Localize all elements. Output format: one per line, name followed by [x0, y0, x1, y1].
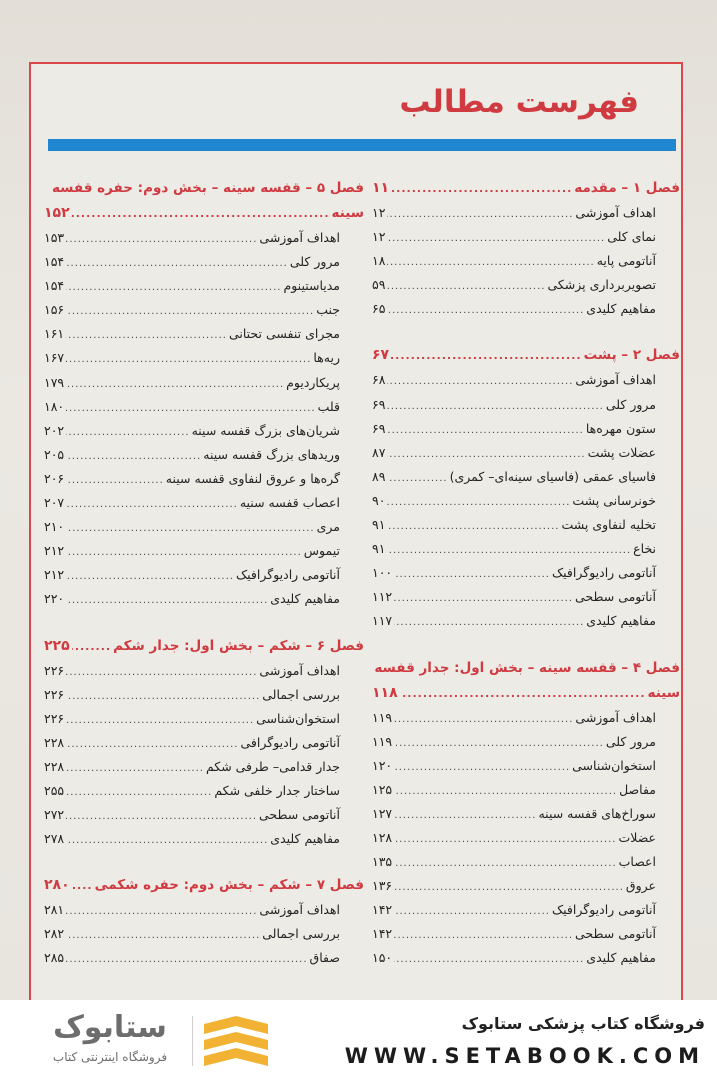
footer-banner — [0, 1000, 717, 1080]
entry-page: ۱۲۷ — [372, 805, 393, 821]
toc-entry[interactable] — [44, 563, 364, 587]
leader-dots — [387, 467, 447, 491]
toc-entry[interactable] — [372, 393, 680, 417]
entry-page: ۱۳۵ — [372, 854, 393, 870]
entry-page: ۲۷۲ — [44, 807, 65, 823]
entry-title: مفاهیم کلیدی — [586, 613, 656, 629]
toc-entry[interactable] — [372, 754, 680, 778]
leader-dots — [394, 876, 624, 900]
entry-title: مفاصل — [619, 781, 656, 797]
toc-entry[interactable] — [44, 515, 364, 539]
leader-dots — [387, 203, 573, 227]
entry-page: ۲۰۲ — [44, 422, 65, 438]
entry-page: ۲۲۸ — [44, 734, 65, 750]
chapter-title-cont: سینه — [331, 205, 364, 221]
leader-dots — [394, 732, 604, 756]
toc-entry[interactable] — [44, 755, 364, 779]
toc-entry[interactable] — [44, 803, 364, 827]
entry-title: آناتومی سطحی — [575, 926, 656, 942]
toc-entry[interactable] — [372, 802, 680, 826]
leader-dots — [387, 299, 584, 323]
entry-page: ۲۲۶ — [44, 662, 65, 678]
entry-page: ۱۲۸ — [372, 829, 393, 845]
entry-page: ۹۱ — [372, 517, 386, 533]
toc-entry[interactable] — [372, 561, 680, 585]
entry-title: مرور کلی — [605, 396, 656, 412]
entry-title: اهداف آموزشی — [575, 709, 656, 725]
toc-entry[interactable] — [44, 707, 364, 731]
leader-dots — [66, 373, 284, 397]
toc-entry[interactable] — [372, 898, 680, 922]
entry-page: ۲۲۰ — [44, 591, 65, 607]
entry-page: ۶۸ — [372, 372, 386, 388]
toc-entry[interactable] — [44, 731, 364, 755]
leader-dots — [66, 781, 212, 805]
entry-title: مفاهیم کلیدی — [270, 831, 340, 847]
entry-page: ۱۱۹ — [372, 709, 393, 725]
leader-dots — [66, 924, 260, 948]
toc-entry[interactable] — [44, 491, 364, 515]
entry-page: ۲۲۶ — [44, 686, 65, 702]
toc-entry[interactable] — [372, 249, 680, 273]
leader-dots — [394, 924, 573, 948]
entry-page: ۱۷۹ — [44, 374, 65, 390]
entry-title: نخاع — [633, 541, 656, 557]
toc-entry[interactable] — [44, 539, 364, 563]
toc-entry[interactable] — [44, 659, 364, 683]
leader-dots — [66, 661, 257, 685]
logo-divider — [192, 1016, 193, 1066]
entry-page: ۱۲۵ — [372, 781, 393, 797]
entry-page: ۶۵ — [372, 301, 386, 317]
toc-entry[interactable] — [44, 898, 364, 922]
toc-entry[interactable] — [372, 609, 680, 633]
chapter-title: فصل ۱ – مقدمه — [574, 180, 680, 196]
entry-page: ۱۵۴ — [44, 254, 65, 270]
chapter-title-line — [372, 681, 680, 706]
entry-page: ۹۱ — [372, 541, 386, 557]
toc-entry[interactable] — [372, 201, 680, 225]
leader-dots — [66, 228, 257, 252]
setabook-logo-icon — [200, 1014, 272, 1070]
toc-entry[interactable] — [372, 297, 680, 321]
entry-title: بررسی اجمالی — [262, 926, 340, 942]
chapter-page: ۱۱۸ — [372, 684, 398, 701]
entry-title: عضلات — [618, 829, 656, 845]
entry-title: خونرسانی پشت — [572, 492, 656, 508]
toc-entry[interactable] — [372, 778, 680, 802]
entry-page: ۱۵۶ — [44, 302, 65, 318]
entry-title: تصویربرداری پزشکی — [547, 277, 656, 293]
toc-entry[interactable] — [44, 419, 364, 443]
leader-dots — [72, 201, 330, 226]
chapter-title-line — [44, 634, 364, 659]
leader-dots — [387, 443, 585, 467]
logo-subtitle: فروشگاه اینترنتی کتاب — [52, 1050, 168, 1064]
chapter-page: ۲۸۰ — [44, 877, 70, 894]
chapter-gap — [44, 851, 364, 873]
entry-title: جدار قدامی– طرفی شکم — [205, 758, 340, 774]
entry-title: مدیاستینوم — [283, 278, 340, 294]
chapter-title: فصل ۷ – شکم – بخش دوم: حفره شکمی — [94, 877, 364, 894]
toc-entry[interactable] — [44, 827, 364, 851]
entry-page: ۱۲۰ — [372, 757, 393, 773]
toc-entry[interactable] — [372, 922, 680, 946]
toc-column-left — [44, 176, 364, 971]
toc-entry[interactable] — [44, 371, 364, 395]
entry-page: ۱۱۷ — [372, 613, 393, 629]
toc-column-right — [372, 176, 680, 971]
entry-title: استخوان‌شناسی — [256, 710, 340, 726]
entry-title: مرور کلی — [289, 254, 340, 270]
chapter-title-line — [44, 873, 364, 898]
leader-dots — [387, 227, 605, 251]
leader-dots — [66, 348, 311, 372]
entry-title: عروق — [625, 878, 656, 894]
leader-dots — [66, 300, 314, 324]
leader-dots — [66, 829, 268, 853]
entry-page: ۲۸۲ — [44, 926, 65, 942]
entry-title: نمای کلی — [607, 229, 656, 245]
chapter-title-line — [372, 343, 680, 368]
leader-dots — [66, 324, 227, 348]
store-name: فروشگاه کتاب پزشکی ستابوک — [461, 1014, 705, 1033]
leader-dots — [66, 733, 238, 757]
entry-title: آناتومی سطحی — [575, 589, 656, 605]
chapter-gap — [44, 612, 364, 634]
toc-entry[interactable] — [44, 226, 364, 250]
entry-page: ۱۵۰ — [372, 950, 393, 966]
leader-dots — [394, 563, 550, 587]
entry-title: ساختار جدار خلفی شکم — [214, 782, 340, 798]
leader-dots — [387, 251, 594, 275]
toc-entry[interactable] — [372, 850, 680, 874]
entry-page: ۱۴۲ — [372, 926, 393, 942]
leader-dots — [66, 541, 302, 565]
leader-dots — [394, 587, 573, 611]
leader-dots — [391, 343, 582, 368]
entry-page: ۲۸۵ — [44, 950, 65, 966]
leader-dots — [66, 709, 254, 733]
leader-dots — [391, 176, 572, 201]
leader-dots — [66, 397, 315, 421]
entry-page: ۲۰۶ — [44, 470, 65, 486]
leader-dots — [66, 589, 268, 613]
leader-dots — [394, 611, 584, 635]
leader-dots — [66, 900, 257, 924]
leader-dots — [394, 828, 616, 852]
toc-entry[interactable] — [44, 922, 364, 946]
entry-page: ۵۹ — [372, 277, 386, 293]
entry-title: استخوان‌شناسی — [572, 757, 656, 773]
leader-dots — [66, 421, 189, 445]
entry-page: ۸۷ — [372, 444, 386, 460]
entry-page: ۲۲۶ — [44, 710, 65, 726]
chapter-title: فصل ۶ – شکم – بخش اول: جدار شکم — [113, 637, 364, 654]
toc-entry[interactable] — [372, 730, 680, 754]
toc-entry[interactable] — [372, 273, 680, 297]
leader-dots — [66, 252, 288, 276]
entry-page: ۲۸۱ — [44, 902, 65, 918]
toc-entry[interactable] — [44, 443, 364, 467]
entry-title: آناتومی پایه — [596, 253, 656, 269]
entry-title: اعصاب — [618, 854, 656, 870]
entry-page: ۲۲۸ — [44, 758, 65, 774]
toc-entry[interactable] — [44, 250, 364, 274]
leader-dots — [394, 900, 550, 924]
entry-title: شریان‌های بزرگ قفسه سینه — [191, 422, 340, 438]
entry-title: اهداف آموزشی — [259, 230, 340, 245]
entry-page: ۱۸ — [372, 253, 386, 269]
leader-dots — [72, 634, 111, 659]
toc-entry[interactable] — [372, 441, 680, 465]
entry-page: ۲۰۷ — [44, 495, 65, 511]
chapter-page: ۶۷ — [372, 347, 390, 364]
entry-page: ۲۱۲ — [44, 543, 65, 559]
entry-page: ۱۶۷ — [44, 350, 65, 366]
toc-entry[interactable] — [372, 513, 680, 537]
leader-dots — [400, 681, 646, 706]
chapter-title: فصل ۵ – قفسه سینه – بخش دوم: حفره قفسه — [51, 180, 364, 196]
entry-title: اهداف آموزشی — [575, 205, 656, 220]
entry-title: عضلات پشت — [587, 444, 656, 460]
entry-title: ریه‌ها — [313, 350, 340, 366]
entry-title: مفاهیم کلیدی — [586, 301, 656, 317]
entry-title: تیموس — [303, 543, 340, 559]
toc-entry[interactable] — [44, 779, 364, 803]
toc-entry[interactable] — [44, 298, 364, 322]
entry-title: اهداف آموزشی — [259, 902, 340, 918]
toc-entry[interactable] — [372, 874, 680, 898]
title-underline-bar — [48, 139, 676, 151]
entry-title: صفاق — [309, 950, 340, 966]
entry-page: ۹۰ — [372, 492, 386, 508]
entry-page: ۲۷۸ — [44, 831, 65, 847]
leader-dots — [394, 756, 570, 780]
leader-dots — [387, 419, 583, 443]
leader-dots — [387, 515, 559, 539]
leader-dots — [394, 804, 536, 828]
leader-dots — [66, 948, 307, 972]
toc-entry[interactable] — [44, 467, 364, 491]
entry-title: ستون مهره‌ها — [585, 420, 656, 436]
chapter-title-cont: سینه — [647, 684, 680, 701]
toc-entry[interactable] — [44, 274, 364, 298]
entry-title: بررسی اجمالی — [262, 686, 340, 702]
entry-title: مفاهیم کلیدی — [270, 591, 340, 607]
entry-page: ۱۶۱ — [44, 326, 65, 342]
chapter-page: ۲۲۵ — [44, 637, 70, 654]
entry-title: آناتومی سطحی — [259, 807, 340, 823]
toc-entry[interactable] — [372, 225, 680, 249]
entry-page: ۲۱۲ — [44, 567, 65, 583]
chapter-gap — [372, 321, 680, 343]
leader-dots — [66, 445, 201, 469]
leader-dots — [394, 852, 616, 876]
entry-title: مفاهیم کلیدی — [586, 950, 656, 966]
entry-title: اعصاب قفسه سنیه — [239, 495, 340, 511]
toc-entry[interactable] — [372, 489, 680, 513]
entry-title: مری — [316, 519, 340, 535]
toc-entry[interactable] — [372, 537, 680, 561]
entry-page: ۱۲ — [372, 205, 386, 220]
toc-entry[interactable] — [44, 346, 364, 370]
chapter-page: ۱۵۲ — [44, 205, 70, 221]
entry-page: ۶۹ — [372, 396, 386, 412]
leader-dots — [387, 370, 573, 394]
setabook-logo — [35, 1010, 185, 1074]
leader-dots — [66, 517, 314, 541]
entry-page: ۱۰۰ — [372, 565, 393, 581]
entry-title: مجرای تنفسی تحتانی — [228, 326, 340, 342]
toc-entry[interactable] — [44, 683, 364, 707]
toc-entry[interactable] — [372, 417, 680, 441]
toc-entry[interactable] — [372, 585, 680, 609]
leader-dots — [387, 539, 631, 563]
entry-title: تخلیه لنفاوی پشت — [561, 517, 656, 533]
leader-dots — [66, 276, 281, 300]
page-title: فهرست مطالب — [399, 84, 639, 120]
chapter-title-line — [44, 201, 364, 226]
logo-word: ستابوک — [53, 1010, 167, 1045]
toc-entry[interactable] — [372, 368, 680, 392]
entry-page: ۱۵۳ — [44, 230, 65, 245]
leader-dots — [387, 275, 545, 299]
entry-title: آناتومی رادیوگرافی — [240, 734, 340, 750]
entry-title: گره‌ها و عروق لنفاوی قفسه سینه — [165, 470, 340, 486]
entry-page: ۱۸۰ — [44, 398, 65, 414]
entry-page: ۱۱۹ — [372, 733, 393, 749]
entry-title: فاسیای عمقی (فاسیای سینه‌ای– کمری) — [449, 468, 656, 484]
chapter-page: ۱۱ — [372, 180, 390, 196]
entry-page: ۲۱۰ — [44, 519, 65, 535]
entry-page: ۶۹ — [372, 420, 386, 436]
store-url[interactable]: WWW.SETABOOK.COM — [344, 1044, 705, 1068]
leader-dots — [387, 491, 570, 515]
entry-page: ۱۲ — [372, 229, 386, 245]
leader-dots — [66, 565, 234, 589]
leader-dots — [66, 493, 238, 517]
entry-title: وریدهای بزرگ قفسه سینه — [203, 446, 340, 462]
entry-title: اهداف آموزشی — [259, 662, 340, 678]
leader-dots — [394, 948, 584, 972]
toc-entry[interactable] — [372, 465, 680, 489]
chapter-title: فصل ۲ – پشت — [583, 347, 680, 364]
entry-title: اهداف آموزشی — [575, 372, 656, 388]
entry-page: ۱۳۶ — [372, 878, 393, 894]
leader-dots — [387, 395, 603, 419]
toc-entry[interactable] — [372, 946, 680, 970]
chapter-title: فصل ۴ – قفسه سینه – بخش اول: جدار قفسه — [374, 659, 680, 676]
toc-entry[interactable] — [44, 395, 364, 419]
toc-entry[interactable] — [44, 946, 364, 970]
entry-title: آناتومی رادیوگرافیک — [551, 565, 656, 581]
entry-title: آناتومی رادیوگرافیک — [551, 902, 656, 918]
entry-title: قلب — [317, 398, 340, 414]
entry-page: ۲۵۵ — [44, 782, 65, 798]
chapter-title-line — [372, 176, 680, 201]
toc-entry[interactable] — [372, 826, 680, 850]
chapter-gap — [372, 634, 680, 656]
entry-title: سوراخ‌های قفسه سینه — [538, 805, 656, 821]
entry-page: ۱۵۴ — [44, 278, 65, 294]
leader-dots — [394, 708, 573, 732]
entry-title: پریکاردیوم — [286, 374, 340, 390]
entry-title: جنب — [316, 302, 340, 318]
entry-page: ۱۱۲ — [372, 589, 393, 605]
entry-page: ۱۴۲ — [372, 902, 393, 918]
toc-entry[interactable] — [44, 587, 364, 611]
leader-dots — [394, 780, 617, 804]
entry-page: ۲۰۵ — [44, 446, 65, 462]
leader-dots — [66, 685, 260, 709]
toc-entry[interactable] — [44, 322, 364, 346]
leader-dots — [72, 873, 93, 898]
toc-entry[interactable] — [372, 706, 680, 730]
leader-dots — [66, 757, 204, 781]
leader-dots — [66, 805, 257, 829]
entry-page: ۸۹ — [372, 468, 386, 484]
entry-title: آناتومی رادیوگرافیک — [235, 567, 340, 583]
entry-title: مرور کلی — [605, 733, 656, 749]
leader-dots — [66, 469, 164, 493]
